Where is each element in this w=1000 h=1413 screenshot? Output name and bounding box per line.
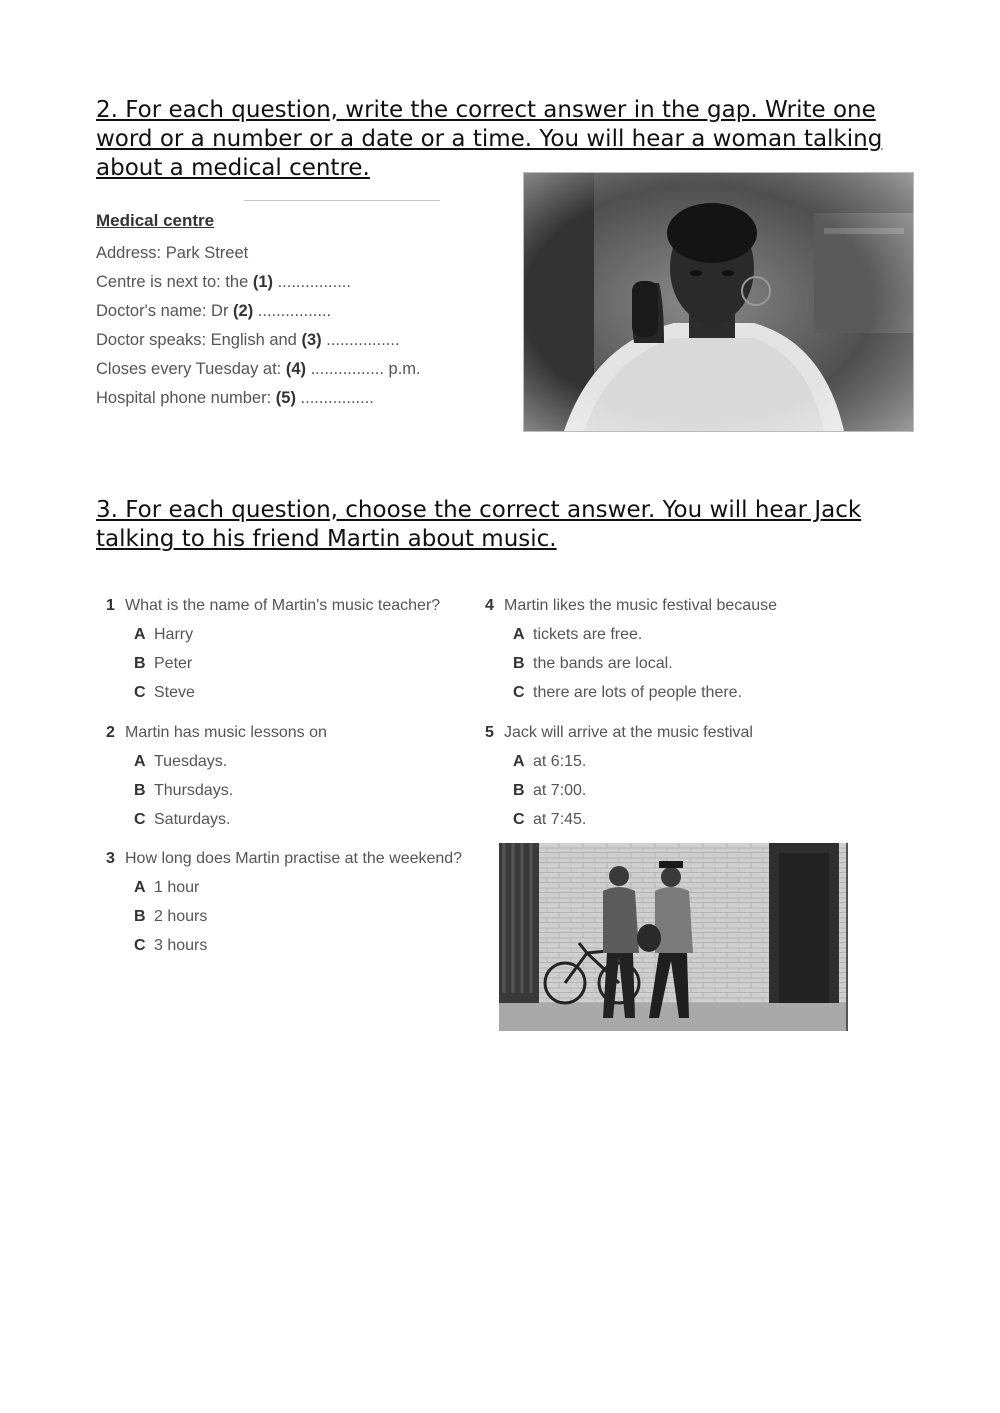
gap-number: (4) xyxy=(285,360,307,378)
gap-blank[interactable]: ................ xyxy=(295,389,374,407)
option-a[interactable]: A tickets are free. xyxy=(513,626,643,643)
woman-on-phone-illustration xyxy=(524,173,913,431)
option-b[interactable]: B the bands are local. xyxy=(513,655,673,672)
form-title: Medical centre xyxy=(96,211,215,230)
gap-number: (2) xyxy=(233,302,254,320)
question-text: Martin has music lessons on xyxy=(125,724,327,741)
question-number: 1 xyxy=(106,597,115,614)
two-men-walking-photo xyxy=(499,843,848,1031)
question-number: 2 xyxy=(106,724,115,741)
question-text: How long does Martin practise at the weekend? xyxy=(125,850,463,867)
medical-centre-form xyxy=(96,208,496,413)
gap-blank[interactable]: ................ xyxy=(273,273,351,291)
question-4 xyxy=(485,591,777,707)
form-row-5: Hospital phone number: (5) ................ xyxy=(96,389,374,407)
gap-blank[interactable]: ................ xyxy=(321,331,400,349)
option-c[interactable]: C Steve xyxy=(134,684,195,701)
option-b[interactable]: B Peter xyxy=(134,655,193,672)
question-number: 3 xyxy=(106,850,115,867)
question-2 xyxy=(106,718,327,834)
option-c[interactable]: C there are lots of people there. xyxy=(513,684,743,701)
question-text: Martin likes the music festival because xyxy=(504,597,777,614)
form-row-1: Centre is next to: the (1) ................ xyxy=(96,273,351,291)
gap-number: (5) xyxy=(275,389,296,407)
option-c[interactable]: C 3 hours xyxy=(134,937,208,954)
option-a[interactable]: A 1 hour xyxy=(134,879,200,896)
question-3 xyxy=(106,844,462,960)
option-b[interactable]: B at 7:00. xyxy=(513,782,587,799)
option-c[interactable]: C Saturdays. xyxy=(134,811,231,828)
form-row-3: Doctor speaks: English and (3) ................ xyxy=(96,331,400,349)
form-row-address: Address: Park Street xyxy=(96,244,249,262)
gap-number: (1) xyxy=(252,273,274,291)
question-text: Jack will arrive at the music festival xyxy=(504,724,753,741)
gap-blank[interactable]: ................ p.m. xyxy=(306,360,421,378)
option-a[interactable]: A at 6:15. xyxy=(513,753,587,770)
gap-number: (3) xyxy=(301,331,322,349)
option-c[interactable]: C at 7:45. xyxy=(513,811,587,828)
option-a[interactable]: A Tuesdays. xyxy=(134,753,228,770)
section-2-instruction: 2. For each question, write the correct answer in the gap. Write one word or a number or a date or a time. You will hear a woman talking about a medical centre. xyxy=(96,97,883,181)
two-men-with-bicycle-illustration xyxy=(499,843,846,1031)
divider xyxy=(244,200,440,201)
form-row-4: Closes every Tuesday at: (4) ................ p.m. xyxy=(96,360,421,378)
section-3-instruction: 3. For each question, choose the correct answer. You will hear Jack talking to his friend Martin about music. xyxy=(96,497,862,552)
form-row-2: Doctor's name: Dr (2) ................ xyxy=(96,302,332,320)
option-b[interactable]: B 2 hours xyxy=(134,908,208,925)
question-number: 5 xyxy=(485,724,494,741)
question-text: What is the name of Martin's music teacher? xyxy=(125,597,441,614)
question-5 xyxy=(485,718,753,834)
option-b[interactable]: B Thursdays. xyxy=(134,782,234,799)
question-1 xyxy=(106,591,440,707)
question-number: 4 xyxy=(485,597,494,614)
woman-on-phone-photo xyxy=(523,172,914,432)
option-a[interactable]: A Harry xyxy=(134,626,194,643)
gap-blank[interactable]: ................ xyxy=(253,302,332,320)
